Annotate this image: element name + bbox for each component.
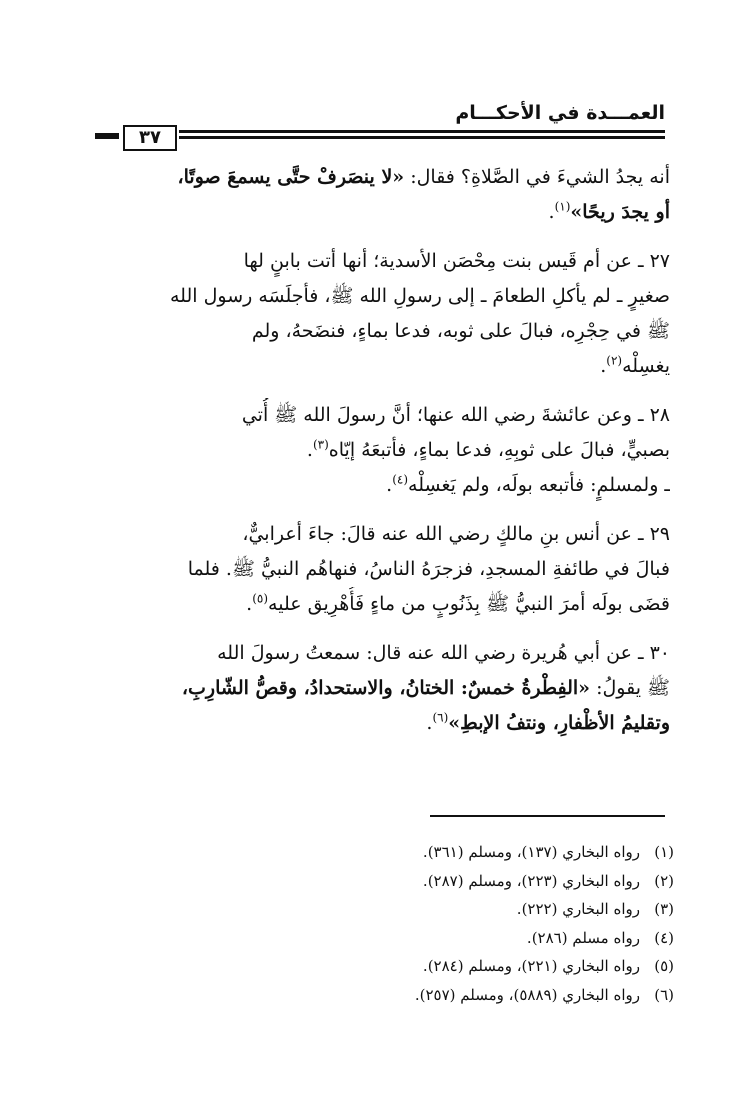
text-segment: قضَى بولَه أمرَ النبيُّ ﷺ بِذَنُوبٍ من ماءٍ فَأُهْرِيق عليه	[268, 593, 670, 615]
text-segment: أنه يجدُ الشيءَ في الصَّلاةِ؟ فقال:	[404, 166, 670, 188]
main-text	[95, 160, 670, 755]
text-segment: بصبيٍّ، فبالَ على ثوبِهِ، فدعا بماءٍ، فأتبعَهُ إيّاه	[328, 439, 670, 461]
footnote-number: (٥)	[654, 957, 674, 975]
footnote-text: رواه البخاري (٢٢١)، ومسلم (٢٨٤).	[422, 957, 640, 975]
paragraph	[95, 160, 670, 230]
text-segment: .	[548, 201, 555, 223]
text-line	[95, 552, 670, 587]
text-segment: فبالَ في طائفةِ المسجدِ، فزجرَهُ الناسُ، فنهاهُم النبيُّ ﷺ. فلما	[187, 558, 670, 580]
text-line	[95, 468, 670, 503]
text-line	[95, 279, 670, 314]
text-line	[95, 517, 670, 552]
footnote-item	[174, 895, 674, 924]
text-segment: .	[386, 474, 393, 496]
hadith-quote: «الفِطْرةُ خمسٌ: الختانُ، والاستحدادُ، وقصُّ الشّارِبِ،	[181, 677, 591, 699]
footnote-number: (٣)	[654, 900, 674, 918]
book-title: العمـــدة في الأحكـــام	[455, 102, 665, 124]
page-number: ٣٧	[123, 125, 177, 151]
text-segment: ٣٠ ـ عن أبي هُريرة رضي الله عنه قال: سمعتُ رسولَ الله	[217, 642, 670, 664]
hadith-quote: وتقليمُ الأظْفارِ، ونتفُ الإبطِ»	[448, 712, 670, 734]
text-line	[95, 636, 670, 671]
text-line	[95, 244, 670, 279]
footnote-ref[interactable]: (١)	[554, 199, 571, 214]
footnote-text: رواه البخاري (٢٢٢).	[516, 900, 640, 918]
footnote-item	[174, 838, 674, 867]
page-header	[95, 100, 665, 152]
text-segment: ٢٨ ـ وعن عائشةَ رضي الله عنها؛ أنَّ رسولَ الله ﷺ أُتي	[241, 404, 670, 426]
text-segment: ٢٩ ـ عن أنس بنِ مالكٍ رضي الله عنه قالَ: جاءَ أعرابيٌّ،	[242, 523, 670, 545]
footnote-ref[interactable]: (٢)	[606, 353, 623, 368]
text-segment: ـ ولمسلمٍ: فأتبعه بولَه، ولم يَغسِلْه	[408, 474, 670, 496]
footnote-separator	[430, 815, 665, 817]
paragraph	[95, 244, 670, 384]
text-line	[95, 195, 670, 230]
footnote-text: رواه مسلم (٢٨٦).	[526, 928, 640, 947]
text-segment: يغسِلْه	[622, 355, 670, 377]
text-line	[95, 671, 670, 706]
text-segment: .	[426, 712, 433, 734]
header-rule-double	[179, 136, 665, 139]
footnote-item	[174, 867, 674, 896]
footnote-item	[174, 924, 674, 953]
text-line	[95, 314, 670, 349]
paragraph	[95, 517, 670, 622]
header-rule-stub	[95, 133, 119, 139]
text-segment: .	[246, 593, 253, 615]
footnote-text: رواه البخاري (١٣٧)، ومسلم (٣٦١).	[422, 843, 640, 861]
text-segment: ﷺ يقولُ:	[590, 677, 670, 699]
text-line	[95, 706, 670, 741]
footnote-ref[interactable]: (٥)	[252, 591, 269, 606]
text-segment: .	[306, 439, 313, 461]
text-segment: ٢٧ ـ عن أم قَيس بنت مِحْصَن الأسدية؛ أنها أتت بابنٍ لها	[243, 250, 670, 272]
footnotes-list	[174, 838, 674, 1009]
footnote-number: (١)	[654, 843, 674, 861]
text-line	[95, 587, 670, 622]
footnote-item	[174, 981, 674, 1010]
footnote-number: (٤)	[654, 928, 674, 947]
footnote-text: رواه البخاري (٢٢٣)، ومسلم (٢٨٧).	[422, 871, 640, 890]
footnote-ref[interactable]: (٦)	[432, 710, 449, 725]
text-segment: ﷺ في حِجْرِه، فبالَ على ثوبه، فدعا بماءٍ، فنضَحهُ، ولم	[251, 320, 670, 342]
footnote-ref[interactable]: (٣)	[312, 437, 329, 452]
footnote-ref[interactable]: (٤)	[392, 472, 409, 487]
text-line	[95, 398, 670, 433]
footnote-number: (٦)	[654, 985, 674, 1004]
text-line	[95, 433, 670, 468]
paragraph	[95, 636, 670, 741]
footnote-text: رواه البخاري (٥٨٨٩)، ومسلم (٢٥٧).	[414, 985, 640, 1004]
hadith-quote: «لا ينصَرفْ حتَّى يسمعَ صوتًا،	[177, 166, 405, 188]
footnote-item	[174, 952, 674, 981]
header-rule	[179, 130, 665, 133]
hadith-quote: أو يجدَ ريحًا»	[570, 201, 670, 223]
paragraph	[95, 398, 670, 503]
text-line	[95, 349, 670, 384]
text-segment: صغيرٍ ـ لم يأكلِ الطعامَ ـ إلى رسولِ الله ﷺ، فأجلَسَه رسول الله	[170, 285, 670, 307]
footnote-number: (٢)	[654, 871, 674, 890]
text-segment: .	[600, 355, 607, 377]
text-line	[95, 160, 670, 195]
